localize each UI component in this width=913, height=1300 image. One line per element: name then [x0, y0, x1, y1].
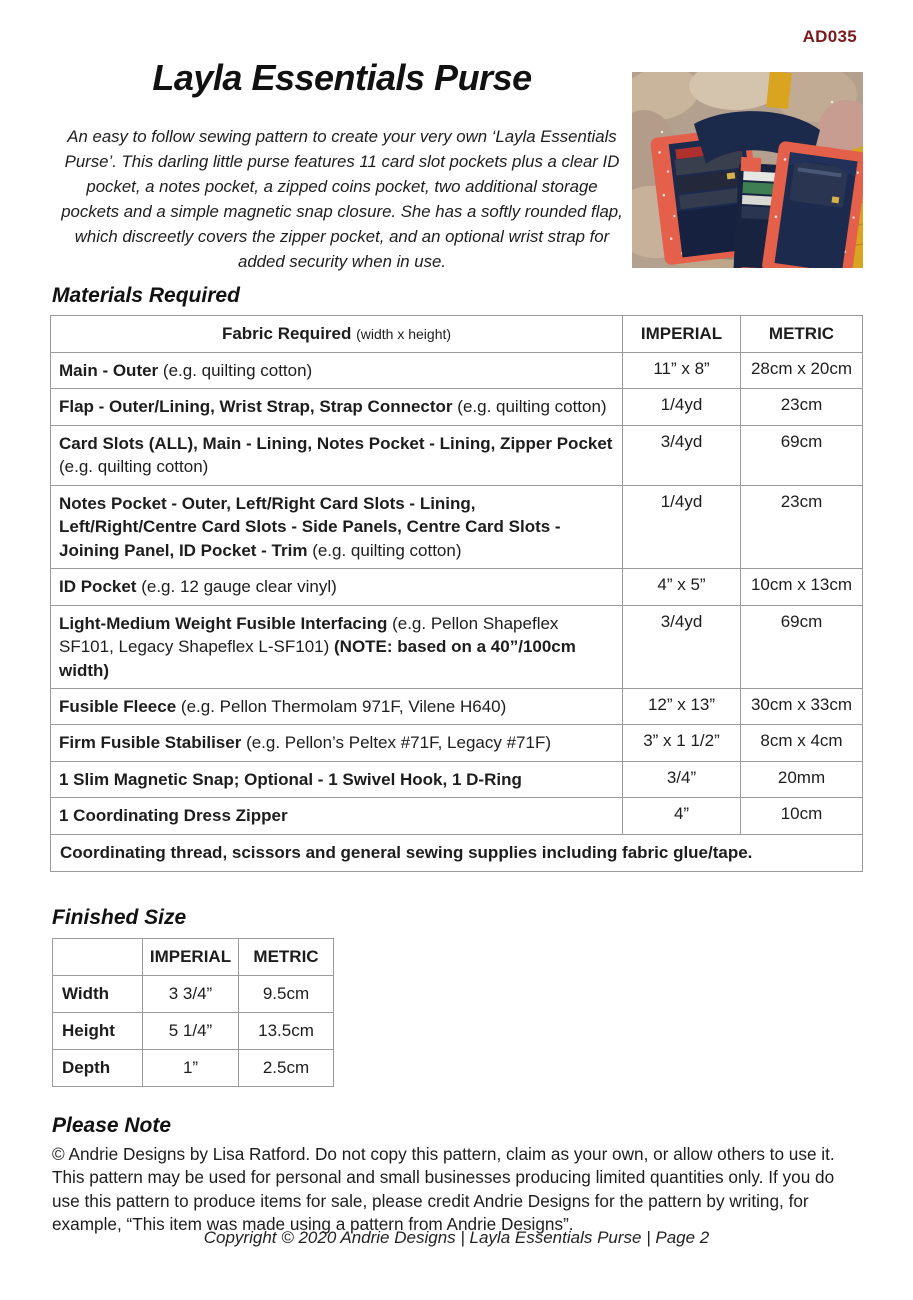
header-section	[52, 55, 863, 274]
finished-size-empty-header	[53, 938, 143, 975]
table-row: Width 3 3/4” 9.5cm	[53, 975, 334, 1012]
fabric-required-header: Fabric Required (width x height)	[51, 316, 623, 353]
finished-size-imperial-header: IMPERIAL	[143, 938, 239, 975]
table-row: Fusible Fleece (e.g. Pellon Thermolam 971F, Vilene H640) 12” x 13” 30cm x 33cm	[51, 688, 863, 724]
table-row: ID Pocket (e.g. 12 gauge clear vinyl) 4” x 5” 10cm x 13cm	[51, 569, 863, 605]
please-note-heading: Please Note	[52, 1113, 172, 1137]
table-row: 1 Coordinating Dress Zipper 4” 10cm	[51, 798, 863, 834]
materials-table	[50, 315, 863, 872]
please-note-body: © Andrie Designs by Lisa Ratford. Do not copy this pattern, claim as your own, or allow others to use it. This pattern may be used for personal and small businesses producing limited quantities only. If you do use this pattern to produce items for sale, please credit Andrie Designs for the pattern by writing, for example, “This item was made using a pattern from Andrie Designs”.	[52, 1143, 835, 1235]
table-row: Flap - Outer/Lining, Wrist Strap, Strap Connector (e.g. quilting cotton) 1/4yd 23cm	[51, 389, 863, 425]
finished-size-metric-header: METRIC	[239, 938, 334, 975]
supplies-note: Coordinating thread, scissors and general sewing supplies including fabric glue/tape.	[51, 834, 863, 871]
table-row: Card Slots (ALL), Main - Lining, Notes Pocket - Lining, Zipper Pocket (e.g. quilting cotton) 3/4yd 69cm	[51, 425, 863, 485]
metric-header: METRIC	[741, 316, 863, 353]
page-title: Layla Essentials Purse	[152, 57, 532, 98]
header-text-column	[52, 55, 632, 274]
materials-header-row	[51, 316, 863, 353]
purse-photo	[632, 72, 863, 268]
page-footer: Copyright © 2020 Andrie Designs | Layla Essentials Purse | Page 2	[203, 1228, 710, 1247]
intro-paragraph: An easy to follow sewing pattern to create your very own ‘Layla Essentials Purse’. This darling little purse features 11 card slot pockets plus a clear ID pocket, a notes pocket, a zipped coins pocket, two additional storage pockets and a simple magnetic snap closure. She has a softly rounded flap, which discreetly covers the zipper pocket, and an optional wrist strap for added security when in use.	[61, 127, 623, 271]
finished-size-table	[52, 938, 334, 1087]
imperial-header: IMPERIAL	[623, 316, 741, 353]
materials-required-heading: Materials Required	[52, 284, 240, 307]
table-row: Light-Medium Weight Fusible Interfacing (e.g. Pellon Shapeflex SF101, Legacy Shapeflex L-SF101) (NOTE: based on a 40”/100cm width) 3/4yd 69cm	[51, 605, 863, 688]
table-row: Main - Outer (e.g. quilting cotton) 11” x 8” 28cm x 20cm	[51, 353, 863, 389]
pattern-code: AD035	[802, 27, 857, 46]
table-row: Height 5 1/4” 13.5cm	[53, 1012, 334, 1049]
purse-photo-illustration	[632, 72, 863, 268]
table-row: Depth 1” 2.5cm	[53, 1049, 334, 1086]
supplies-note-row	[51, 834, 863, 871]
table-row: 1 Slim Magnetic Snap; Optional - 1 Swivel Hook, 1 D-Ring 3/4” 20mm	[51, 761, 863, 797]
finished-size-header-row	[53, 938, 334, 975]
table-row: Firm Fusible Stabiliser (e.g. Pellon’s Peltex #71F, Legacy #71F) 3” x 1 1/2” 8cm x 4cm	[51, 725, 863, 761]
finished-size-heading: Finished Size	[52, 905, 187, 929]
table-row: Notes Pocket - Outer, Left/Right Card Slots - Lining, Left/Right/Centre Card Slots - Side Panels, Centre Card Slots - Joining Panel, ID Pocket - Trim (e.g. quilting cotton) 1/4yd 23cm	[51, 485, 863, 568]
